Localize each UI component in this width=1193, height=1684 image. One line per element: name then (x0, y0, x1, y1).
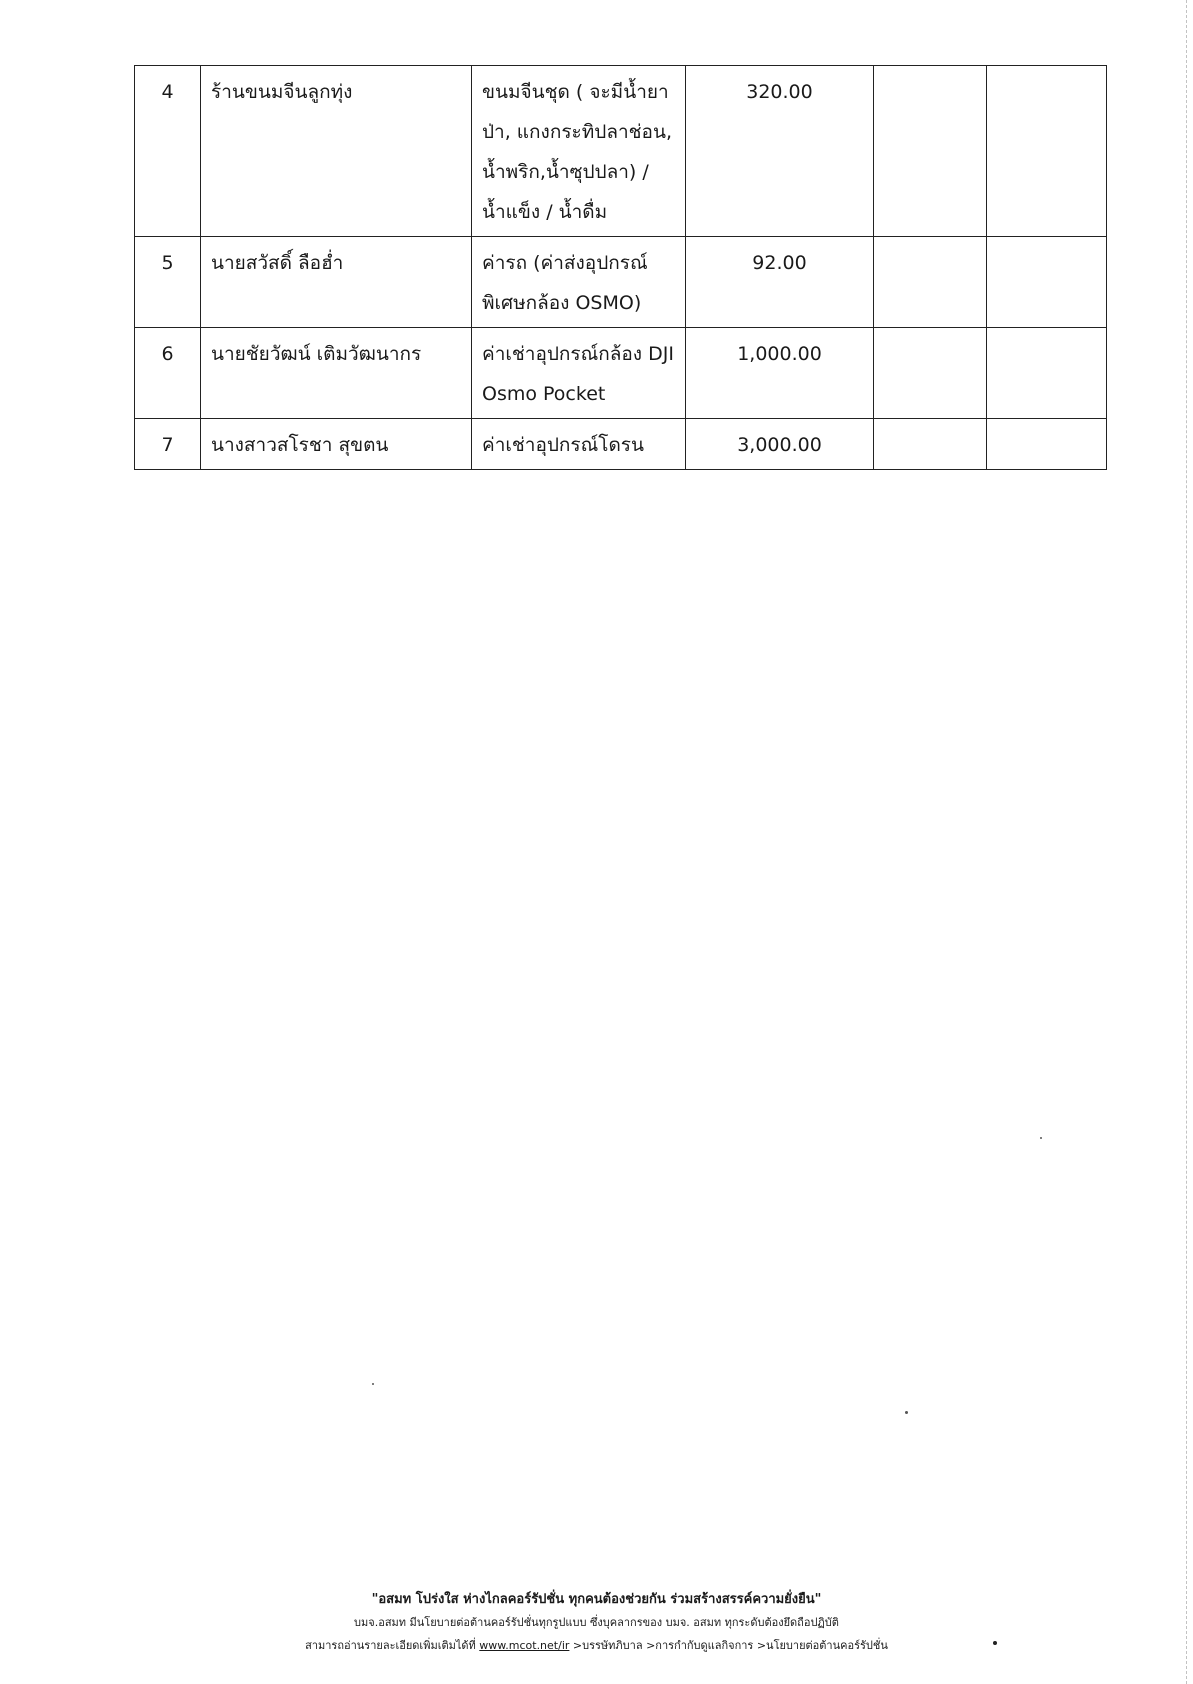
empty-cell (874, 328, 987, 419)
footer-readmore (200, 1636, 993, 1654)
table-row (135, 419, 1107, 470)
scan-speck (905, 1411, 908, 1414)
scan-speck (372, 1383, 374, 1385)
amount: 3,000.00 (686, 419, 874, 470)
row-number: 6 (135, 328, 201, 419)
scan-edge-artifact (1186, 0, 1189, 1684)
amount: 92.00 (686, 237, 874, 328)
empty-cell (874, 237, 987, 328)
mcot-ir-link[interactable]: www.mcot.net/ir (479, 1639, 570, 1652)
row-number: 7 (135, 419, 201, 470)
payee-name: นายชัยวัฒน์ เติมวัฒนากร (201, 328, 472, 419)
scan-speck (993, 1641, 997, 1645)
table-row (135, 66, 1107, 237)
item-description: ค่าเช่าอุปกรณ์โดรน (472, 419, 686, 470)
amount: 320.00 (686, 66, 874, 237)
item-description: ค่าเช่าอุปกรณ์กล้อง DJI Osmo Pocket (472, 328, 686, 419)
amount: 1,000.00 (686, 328, 874, 419)
readmore-prefix: สามารถอ่านรายละเอียดเพิ่มเติมได้ที่ (305, 1639, 476, 1652)
payee-name: นายสวัสดิ์ ลือฮ่ำ (201, 237, 472, 328)
empty-cell (874, 419, 987, 470)
payee-name: นางสาวสโรชา สุขตน (201, 419, 472, 470)
item-description: ค่ารถ (ค่าส่งอุปกรณ์พิเศษกล้อง OSMO) (472, 237, 686, 328)
expense-table (134, 65, 1107, 470)
footer-policy: บมจ.อสมท มีนโยบายต่อต้านคอร์รัปชั่นทุกรูปแบบ ซึ่งบุคลากรของ บมจ. อสมท ทุกระดับต้องยึดถือปฏิบัติ (354, 1616, 839, 1629)
row-number: 5 (135, 237, 201, 328)
row-number: 4 (135, 66, 201, 237)
readmore-path: >บรรษัทภิบาล >การกำกับดูแลกิจการ >นโยบายต่อต้านคอร์รัปชั่น (572, 1639, 888, 1652)
empty-cell (987, 419, 1107, 470)
empty-cell (987, 328, 1107, 419)
empty-cell (987, 66, 1107, 237)
item-description: ขนมจีนชุด ( จะมีน้ำยาป่า, แกงกระทิปลาช่อน, น้ำพริก,น้ำซุปปลา) / น้ำแข็ง / น้ำดื่ม (472, 66, 686, 237)
empty-cell (874, 66, 987, 237)
scan-speck (1040, 1137, 1042, 1139)
empty-cell (987, 237, 1107, 328)
table-row (135, 328, 1107, 419)
footer-slogan: "อสมท โปร่งใส ห่างไกลคอร์รัปชั่น ทุกคนต้องช่วยกัน ร่วมสร้างสรรค์ความยั่งยืน" (371, 1592, 822, 1607)
payee-name: ร้านขนมจีนลูกทุ่ง (201, 66, 472, 237)
table-row (135, 237, 1107, 328)
